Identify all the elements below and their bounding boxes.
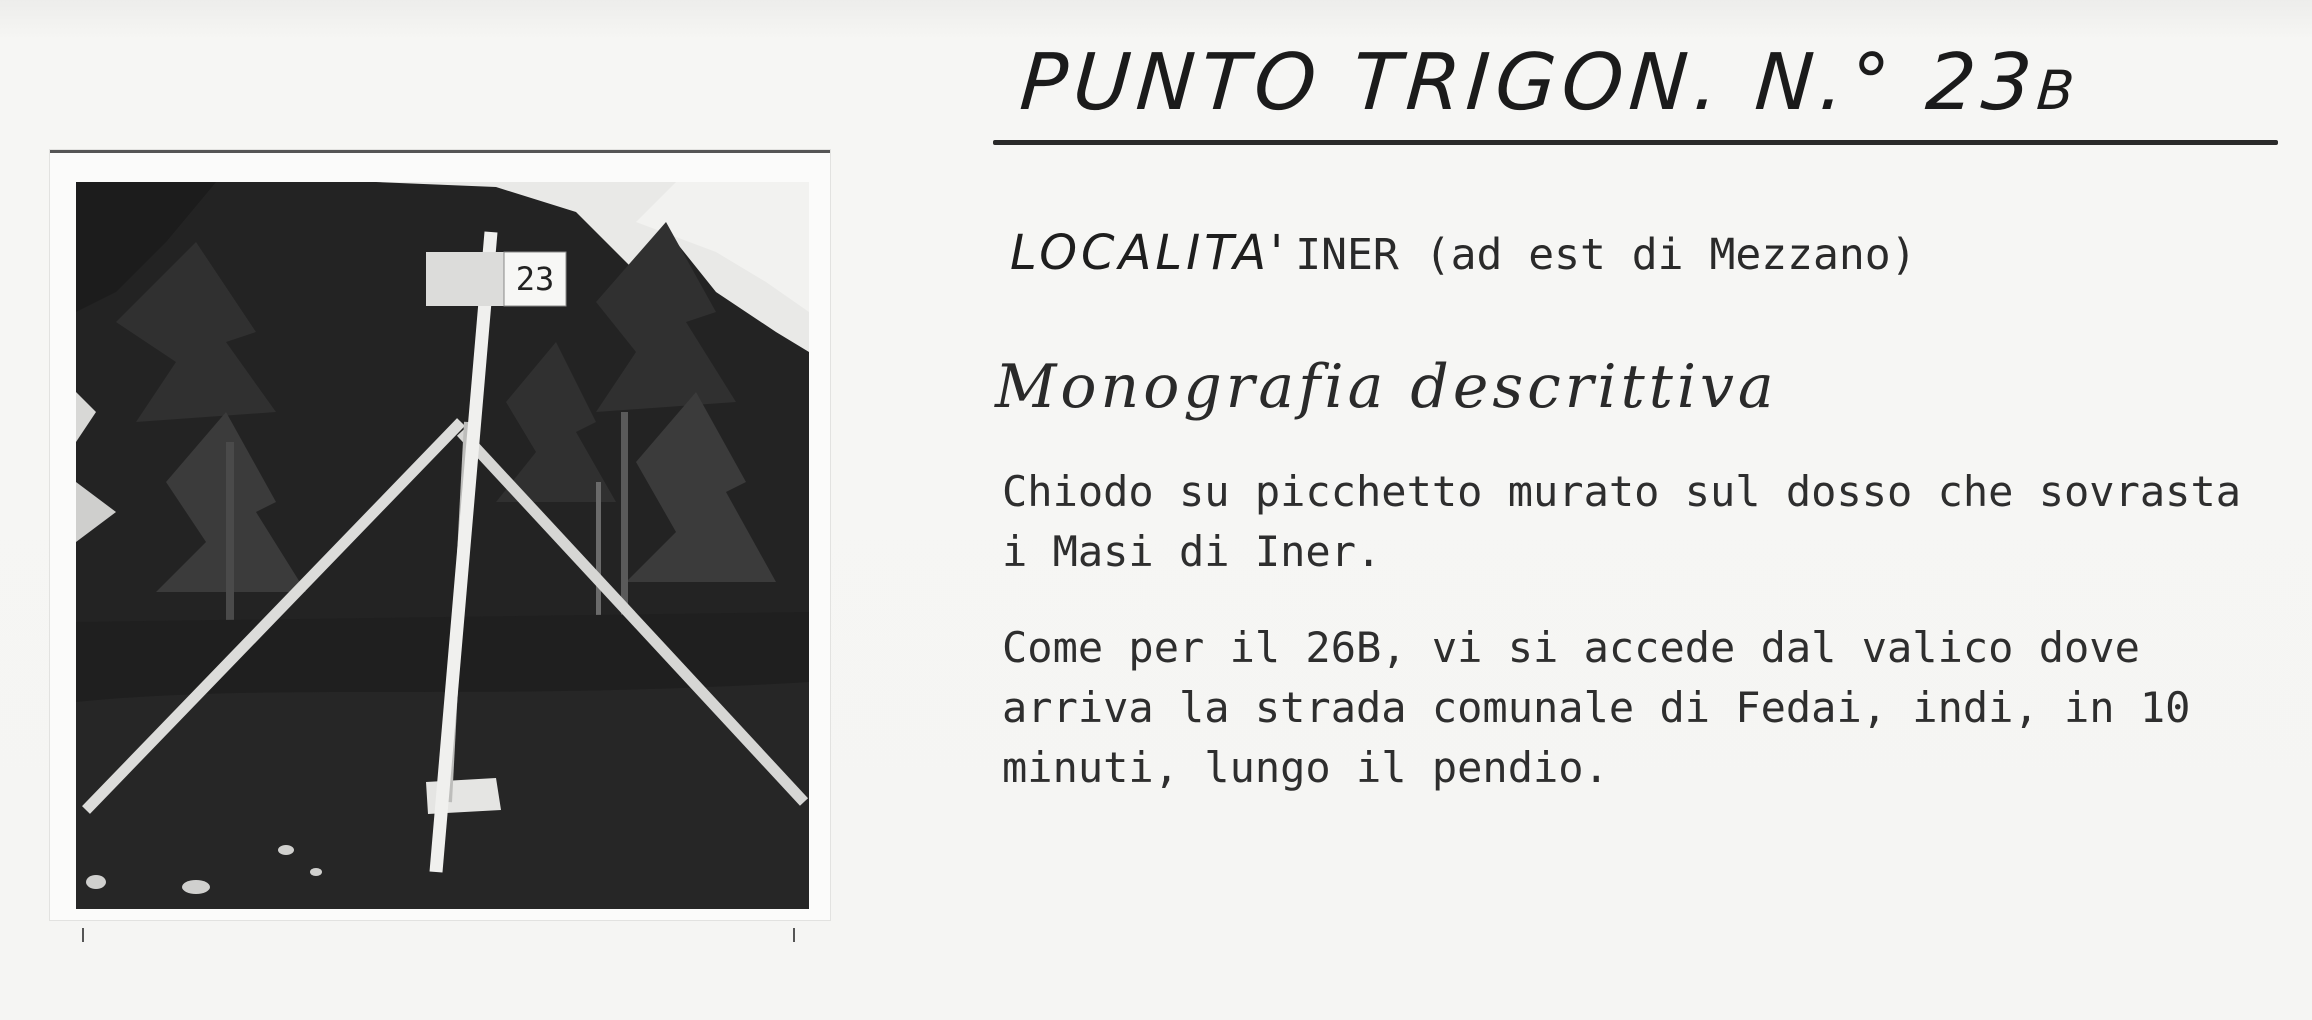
title-underline [993,140,2278,145]
page-title-text: PUNTO TRIGON. N.° 23 [1017,38,2041,128]
sign-number: 23 [515,260,555,298]
locality-label: LOCALITA' [1010,225,1288,281]
photo-corner-mark [82,928,84,942]
trig-point-photo-graphic [76,182,809,909]
description-paragraph: Come per il 26B, vi si accede dal valico dove arriva la strada comunale di Fedai, indi, in 10 minuti, lungo il pendio. [1002,623,2191,792]
locality-line [1010,225,1917,285]
photo-corner-mark [793,928,795,942]
locality-value: INER (ad est di Mezzano) [1295,230,1917,280]
description-heading: Monografia descrittiva [995,352,1778,422]
trig-point-photo [76,182,809,909]
photo-mount-edge [50,150,830,153]
page-title-suffix: B [2034,59,2079,122]
page-title [1017,38,2274,138]
description-paragraph: Chiodo su picchetto murato sul dosso che sovrasta i Masi di Iner. [1002,467,2242,576]
